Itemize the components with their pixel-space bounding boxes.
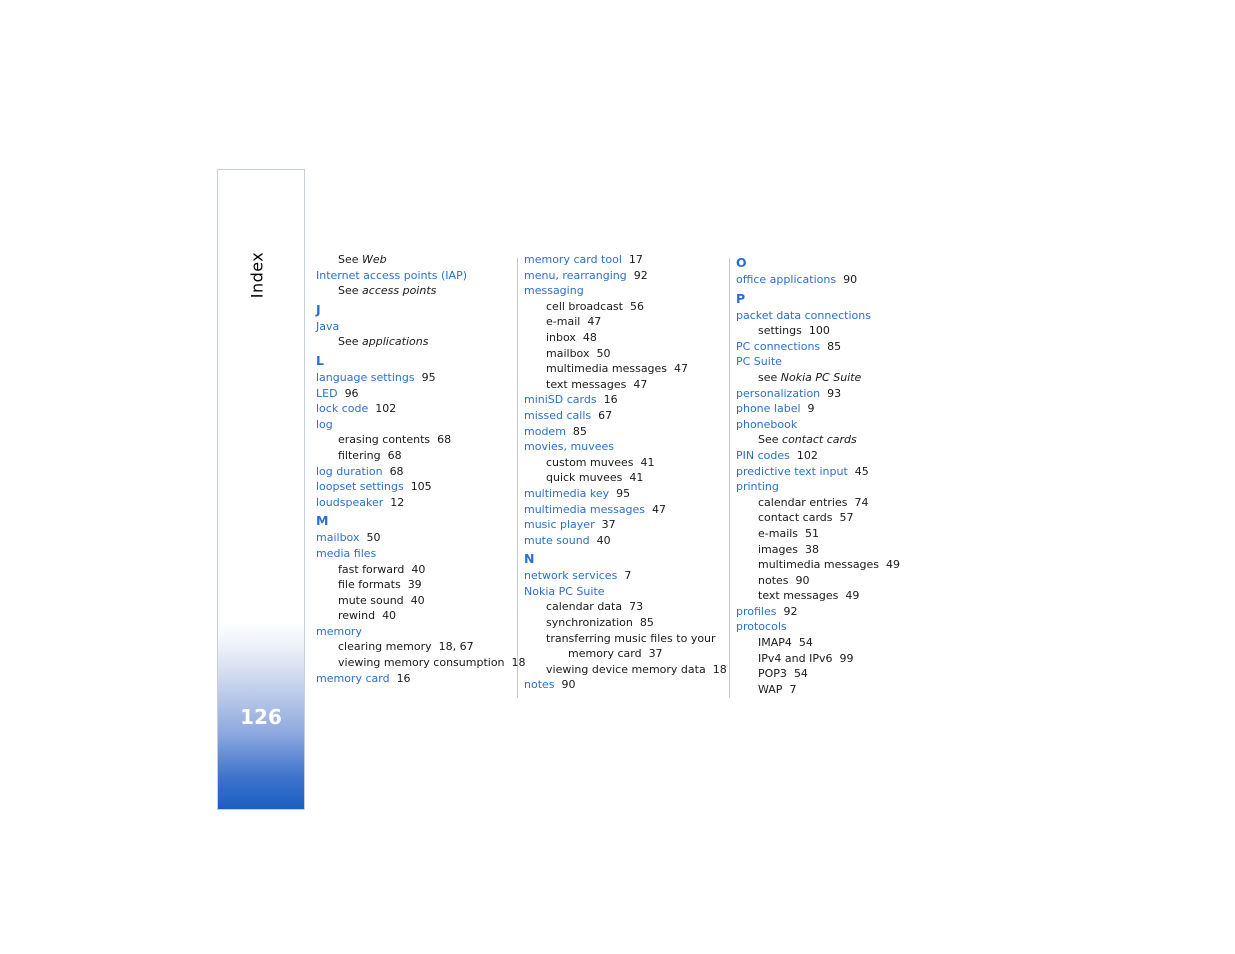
index-subentry [524,470,724,486]
subentry-text: see [758,370,778,384]
index-subentry [524,299,724,315]
index-subentry [524,662,727,678]
page-reference: 47 [633,377,648,391]
index-subentry [316,655,526,671]
subentry-text: See [338,253,359,266]
index-term-link[interactable]: PC connections [736,339,821,353]
page-reference: 95 [616,486,631,500]
index-term-link[interactable]: mailbox [316,531,360,545]
index-term-link[interactable]: memory card [316,671,390,685]
index-subentry [736,573,936,589]
page-reference: 51 [805,526,820,540]
index-entry[interactable] [524,517,724,533]
page-reference: 49 [845,589,860,603]
index-subentry [524,377,724,393]
subentry-text: erasing contents [338,433,431,447]
page-reference: 37 [601,518,616,532]
page-reference: 12 [390,495,405,509]
subentry-text: IPv4 and IPv6 [758,651,833,665]
page-reference: 16 [603,393,618,407]
index-subentry [316,432,514,448]
subentry-text: See [338,284,359,298]
index-entry[interactable] [524,677,724,693]
page-reference: 68 [389,464,404,478]
index-subentry [316,283,514,299]
index-subentry [316,448,514,464]
page-reference: 92 [783,604,798,618]
page-reference: 47 [652,502,667,516]
index-entry[interactable] [316,464,514,480]
index-entry[interactable] [736,448,936,464]
subentry-text: e-mails [758,526,799,540]
subentry-text: custom muvees [546,455,634,469]
index-term-link[interactable]: PIN codes [736,448,790,462]
index-subentry [316,593,514,609]
index-subentry [736,495,936,511]
index-term-link[interactable]: messaging [524,284,584,298]
index-entry[interactable] [316,319,514,335]
page-reference: 38 [805,542,819,556]
index-subentry [316,334,514,350]
subentry-text: quick muvees [546,471,623,485]
page-reference: 39 [407,578,422,592]
subentry-text: WAP [758,682,783,696]
index-term-link[interactable]: office applications [736,273,837,286]
index-term-link[interactable]: multimedia messages [524,502,646,516]
page-reference: 18, 67 [438,640,474,654]
page-reference: 85 [572,424,587,438]
page-reference: 18 [712,662,727,676]
index-entry[interactable] [316,530,514,546]
index-entry[interactable] [736,386,936,402]
index-subentry [736,526,936,542]
index-term-link[interactable]: printing [736,480,779,494]
page-reference: 48 [582,330,597,344]
index-term-link[interactable]: personalization [736,386,821,400]
subentry-text: e-mail [546,315,581,329]
index-subentry [524,615,724,631]
index-term-link[interactable]: log duration [316,464,383,478]
index-entry[interactable] [736,354,936,370]
index-subentry [524,361,724,377]
index-term-link[interactable]: movies, muvees [524,440,614,454]
index-subentry [736,635,936,651]
page-reference: 85 [827,339,842,353]
index-term-link[interactable]: menu, rearranging [524,268,627,282]
page-reference: 102 [375,402,397,416]
page-reference: 9 [807,402,815,416]
index-term-link[interactable]: packet data connections [736,308,871,322]
index-subentry [736,510,936,526]
index-term-link[interactable]: missed calls [524,408,592,422]
index-subentry [524,631,724,647]
page-reference: 7 [789,682,797,696]
page-reference: 41 [629,471,644,485]
subentry-text: viewing device memory data [546,662,706,676]
index-entry[interactable] [316,370,514,386]
subentry-text: notes [758,573,789,587]
index-subentry [316,577,514,593]
page-reference: 85 [639,616,654,630]
index-subentry [316,252,514,268]
subentry-text: contact cards [758,511,833,525]
subentry-text: fast forward [338,562,405,576]
index-subentry [316,639,514,655]
index-term-link[interactable]: mute sound [524,533,590,547]
index-entry[interactable] [524,268,724,284]
section-title: Index [247,251,267,299]
page-reference: 74 [854,495,869,509]
cross-reference: Nokia PC Suite [780,370,862,384]
subentry-text: settings [758,324,802,338]
index-subentry [524,346,724,362]
page-reference: 102 [796,448,818,462]
index-subentry [316,608,514,624]
subentry-text: text messages [758,589,839,603]
page-reference: 90 [795,573,810,587]
index-entry[interactable] [524,502,724,518]
index-entry[interactable] [524,533,724,549]
index-entry[interactable] [524,424,724,440]
index-entry[interactable] [524,252,724,268]
column-divider [729,258,730,698]
index-letter-heading: O [736,255,747,270]
page-reference: 50 [596,346,611,360]
index-entry[interactable] [736,417,936,433]
page-reference: 67 [598,408,613,422]
index-entry[interactable] [524,486,724,502]
index-term-link[interactable]: loopset settings [316,480,404,494]
cross-reference: Web [362,253,387,266]
index-letter-heading: N [524,551,535,567]
index-letter-heading: J [316,301,321,317]
index-entry[interactable] [736,479,936,495]
subentry-text: calendar data [546,600,623,614]
subentry-text: mute sound [338,593,404,607]
index-subentry [736,432,936,448]
page-reference: 93 [827,386,842,400]
index-letter-heading: M [316,513,329,529]
index-term-link[interactable]: loudspeaker [316,495,384,509]
page-reference: 16 [396,671,411,685]
index-term-link[interactable]: music player [524,518,595,532]
index-subentry [524,330,724,346]
page-reference: 90 [561,678,576,692]
page-reference: 68 [387,448,402,462]
index-entry[interactable] [524,439,724,455]
subentry-text: calendar entries [758,495,848,509]
page-reference: 17 [628,253,643,266]
page-reference: 99 [839,651,854,665]
page-reference: 56 [629,299,644,313]
page-reference: 41 [640,455,655,469]
page-number: 126 [240,705,282,729]
index-subentry [524,314,724,330]
index-term-link[interactable]: modem [524,424,566,438]
index-entry[interactable] [524,392,724,408]
index-term-link[interactable]: Internet access points (IAP) [316,268,468,282]
subentry-text: transferring music files to your [546,631,716,645]
index-entry[interactable] [736,619,936,635]
index-subentry [316,562,514,578]
index-term-link[interactable]: Nokia PC Suite [524,584,605,598]
subentry-text: multimedia messages [758,558,880,572]
page-reference: 95 [421,370,436,384]
page-reference: 73 [629,600,644,614]
index-subentry [524,646,724,662]
subentry-text: See [758,433,779,447]
index-entry[interactable] [736,339,936,355]
index-letter-heading: P [736,290,746,306]
index-entry[interactable] [524,584,724,600]
page-reference: 105 [410,480,432,494]
index-term-link[interactable]: multimedia key [524,486,610,500]
page-reference: 18 [511,656,526,670]
index-entry[interactable] [524,283,724,299]
index-subentry [524,455,724,471]
column-divider [517,258,518,698]
subentry-text: text messages [546,377,627,391]
index-term-link[interactable]: predictive text input [736,464,848,478]
index-subentry [736,666,936,682]
index-term-link[interactable]: LED [316,386,338,400]
index-term-link[interactable]: Java [316,319,340,333]
index-entry[interactable] [316,479,514,495]
index-term-link[interactable]: lock code [316,402,369,416]
index-entry[interactable] [316,495,514,511]
index-term-link[interactable]: memory [316,624,362,638]
page-reference: 40 [411,562,426,576]
subentry-text: viewing memory consumption [338,656,505,670]
index-term-link[interactable]: media files [316,546,377,560]
index-subentry [736,651,936,667]
page-reference: 100 [808,324,830,338]
index-entry[interactable] [736,604,936,620]
page-reference: 54 [798,636,813,650]
index-entry[interactable] [736,272,936,288]
subentry-text: IMAP4 [758,636,792,650]
subentry-text: mailbox [546,346,590,360]
subentry-text: POP3 [758,667,787,681]
index-column-2 [524,252,727,693]
subentry-text: See [338,335,359,349]
index-subentry [736,370,936,386]
index-term-link[interactable]: PC Suite [736,355,782,369]
index-entry[interactable] [736,464,936,480]
subentry-text: rewind [338,609,376,623]
index-entry[interactable] [316,268,514,284]
index-term-link[interactable]: profiles [736,604,777,618]
index-column-3 [736,252,936,697]
index-entry[interactable] [316,401,514,417]
page-reference: 96 [344,386,359,400]
index-entry[interactable] [316,624,514,640]
index-entry[interactable] [736,308,936,324]
page-reference: 45 [854,464,869,478]
subentry-text: memory card [568,647,642,661]
page-reference: 68 [437,433,452,447]
index-entry[interactable] [524,408,724,424]
index-subentry [736,323,936,339]
subentry-text: filtering [338,448,381,462]
subentry-text: file formats [338,578,401,592]
index-letter-heading: L [316,352,324,368]
index-term-link[interactable]: language settings [316,370,415,384]
cross-reference: access points [362,284,437,298]
page-reference: 40 [410,593,425,607]
page-reference: 7 [624,569,632,583]
cross-reference: contact cards [782,433,857,447]
index-entry[interactable] [316,417,514,433]
index-subentry [736,542,936,558]
subentry-text: synchronization [546,616,633,630]
subentry-text: clearing memory [338,640,432,654]
page-reference: 47 [587,315,602,329]
page-reference: 40 [596,533,611,547]
index-subentry [736,588,936,604]
index-term-link[interactable]: phone label [736,402,801,416]
index-term-link[interactable]: protocols [736,620,787,634]
page-reference: 90 [843,273,858,286]
page-reference: 92 [633,268,648,282]
index-entry[interactable] [736,401,936,417]
cross-reference: applications [362,335,429,349]
index-subentry [736,557,936,573]
index-subentry [524,599,724,615]
page-reference: 50 [366,531,381,545]
index-entry[interactable] [316,546,514,562]
page-reference: 49 [886,558,901,572]
page-reference: 47 [674,362,689,376]
index-term-link[interactable]: memory card tool [524,253,622,266]
page-reference: 37 [648,647,663,661]
subentry-text: images [758,542,798,556]
index-column-1 [316,252,526,686]
index-subentry [736,682,936,698]
index-entry[interactable] [316,386,514,402]
index-entry[interactable] [524,568,724,584]
page-reference: 57 [839,511,854,525]
subentry-text: cell broadcast [546,299,623,313]
page-reference: 54 [793,667,808,681]
index-term-link[interactable]: notes [524,678,555,692]
index-term-link[interactable]: log [316,417,333,431]
subentry-text: multimedia messages [546,362,668,376]
index-term-link[interactable]: miniSD cards [524,393,597,407]
index-term-link[interactable]: phonebook [736,417,798,431]
subentry-text: inbox [546,330,576,344]
index-entry[interactable] [316,671,514,687]
index-term-link[interactable]: network services [524,569,618,583]
page-reference: 40 [382,609,397,623]
